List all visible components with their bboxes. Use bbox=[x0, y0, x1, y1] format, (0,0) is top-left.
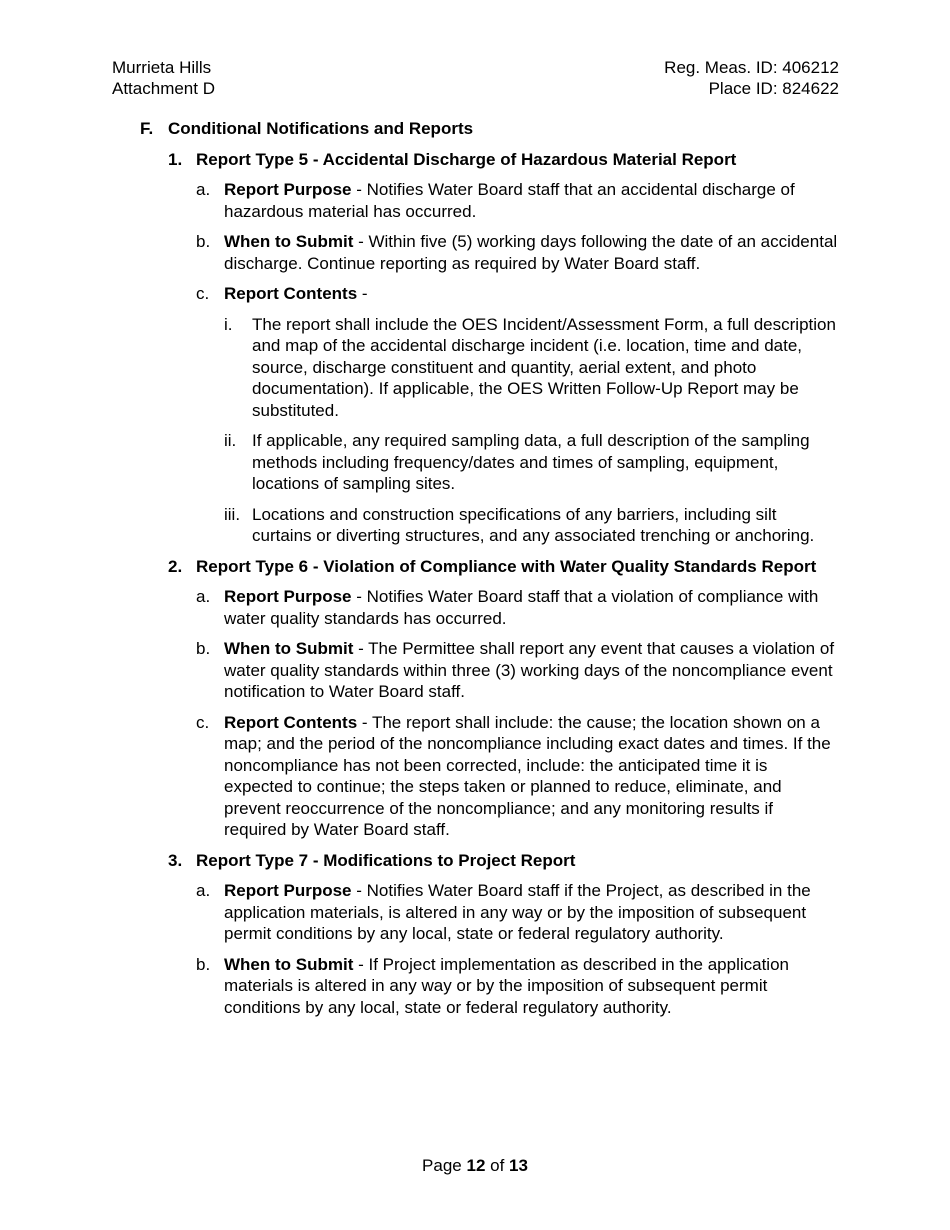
sub-term: Report Contents bbox=[224, 712, 358, 732]
report-item bbox=[168, 556, 840, 841]
page-total: 13 bbox=[509, 1156, 528, 1175]
roman-number: ii. bbox=[224, 431, 237, 450]
sub-letter: c. bbox=[196, 712, 210, 732]
roman-number: iii. bbox=[224, 504, 241, 524]
roman-item bbox=[224, 504, 840, 547]
sub-text: - Notifies Water Board staff that an accidental discharge of hazardous material has occurred. bbox=[224, 180, 795, 221]
sub-term: When to Submit bbox=[224, 639, 354, 658]
item-number: 1. bbox=[168, 149, 183, 169]
item-number: 2. bbox=[168, 556, 183, 576]
roman-item bbox=[224, 314, 840, 422]
roman-number: i. bbox=[224, 314, 233, 334]
sub-letter: a. bbox=[196, 180, 211, 199]
attachment-label: Attachment D bbox=[112, 79, 215, 98]
page-header bbox=[112, 57, 839, 99]
roman-text: If applicable, any required sampling data, a full description of the sampling methods including frequency/dates and times of sampling, equipment, locations of sampling sites. bbox=[252, 431, 810, 493]
sub-text: - bbox=[357, 284, 368, 303]
sub-item bbox=[196, 179, 840, 222]
sub-letter: b. bbox=[196, 232, 211, 251]
sub-letter: a. bbox=[196, 881, 211, 900]
sub-term: When to Submit bbox=[224, 954, 354, 974]
sub-letter: a. bbox=[196, 587, 211, 606]
sub-item bbox=[196, 880, 840, 945]
sub-text: - Notifies Water Board staff that a violation of compliance with water quality standards has occurred. bbox=[224, 587, 819, 628]
sub-item bbox=[196, 712, 840, 841]
page-of: of bbox=[485, 1156, 510, 1175]
sub-term: Report Purpose bbox=[224, 587, 352, 606]
sub-text: - If Project implementation as described in the application materials is altered in any way or by the imposition of subsequent permit conditions by any local, state or federal regulatory authority. bbox=[224, 954, 789, 1017]
sub-item bbox=[196, 638, 840, 703]
sub-item bbox=[196, 586, 840, 629]
page-current: 12 bbox=[466, 1156, 486, 1175]
page-prefix: Page bbox=[422, 1156, 467, 1175]
sub-term: Report Purpose bbox=[224, 180, 352, 199]
roman-text: Locations and construction specifications of any barriers, including silt curtains or diverting structures, and any associated trenching or anchoring. bbox=[252, 504, 815, 545]
sub-item bbox=[196, 283, 840, 547]
sub-letter: b. bbox=[196, 639, 211, 658]
sub-text: - Within five (5) working days following the date of an accidental discharge. Continue reporting as required by Water Board staff. bbox=[224, 232, 838, 273]
roman-item bbox=[224, 430, 840, 495]
sub-letter: c. bbox=[196, 284, 210, 303]
sub-item bbox=[196, 231, 840, 274]
section-f bbox=[140, 118, 840, 1018]
project-name: Murrieta Hills bbox=[112, 58, 212, 77]
section-label: F. bbox=[140, 119, 154, 138]
item-title: Report Type 6 - Violation of Compliance with Water Quality Standards Report bbox=[196, 556, 817, 576]
item-number: 3. bbox=[168, 850, 183, 870]
item-title: Report Type 7 - Modifications to Project Report bbox=[196, 850, 576, 870]
sub-term: Report Purpose bbox=[224, 881, 352, 900]
roman-text: The report shall include the OES Incident/Assessment Form, a full description and map of the accidental discharge incident (i.e. location, time and date, source, discharge constituent and quantity, aerial extent, and photo documentation). If applicable, the OES Written Follow-Up Report may be substituted. bbox=[252, 314, 836, 420]
sub-text: - Notifies Water Board staff if the Project, as described in the application materials, is altered in any way or by the imposition of subsequent permit conditions by any local, state or federal regulatory authority. bbox=[224, 881, 811, 943]
sub-letter: b. bbox=[196, 954, 211, 974]
sub-item bbox=[196, 954, 840, 1019]
sub-text: - The report shall include: the cause; the location shown on a map; and the period of the noncompliance including exact dates and times. If the noncompliance has not been corrected, include: the anticipated time it is expected to continue; the steps taken or planned to reduce, eliminate, and prevent reoccurrence of the noncompliance; and any monitoring results if required by Water Board staff. bbox=[224, 712, 831, 839]
section-heading bbox=[140, 118, 840, 140]
sub-term: Report Contents bbox=[224, 284, 358, 303]
page-footer bbox=[0, 1155, 950, 1177]
item-title: Report Type 5 - Accidental Discharge of Hazardous Material Report bbox=[196, 149, 737, 169]
reg-meas-id: Reg. Meas. ID: 406212 bbox=[664, 58, 839, 77]
place-id: Place ID: 824622 bbox=[708, 79, 839, 98]
sub-text: - The Permittee shall report any event that causes a violation of water quality standards within three (3) working days of the noncompliance event notification to Water Board staff. bbox=[224, 639, 835, 701]
report-item bbox=[168, 850, 840, 1019]
section-title: Conditional Notifications and Reports bbox=[168, 119, 474, 138]
report-item bbox=[168, 149, 840, 547]
sub-term: When to Submit bbox=[224, 232, 354, 251]
